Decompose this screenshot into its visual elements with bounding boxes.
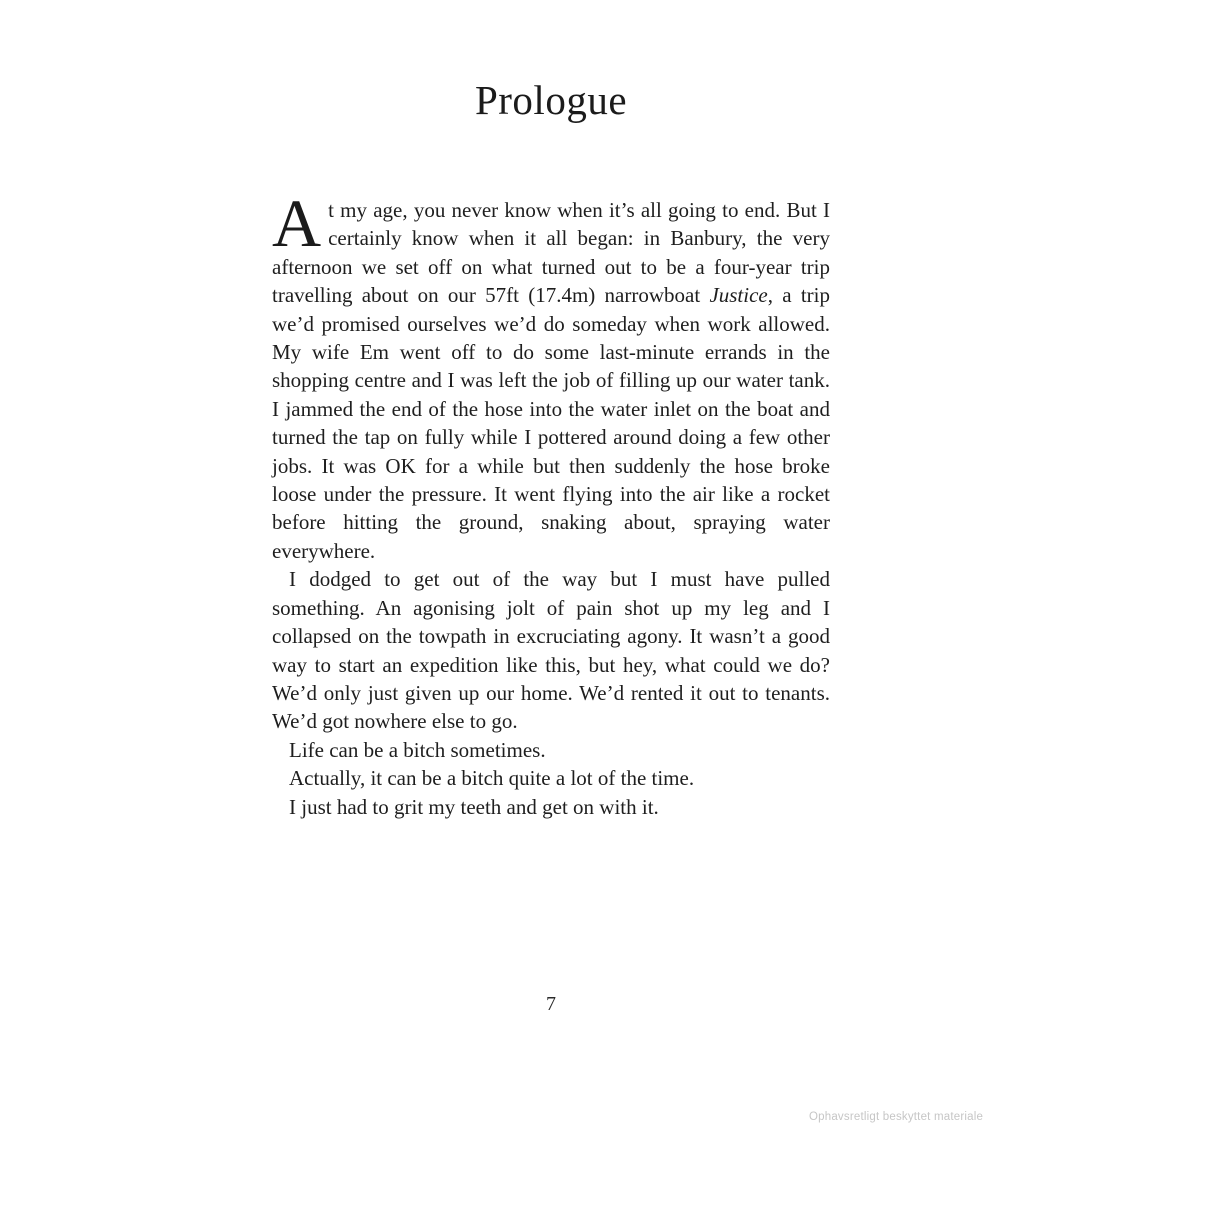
- paragraph: I just had to grit my teeth and get on with it.: [289, 794, 659, 819]
- page-number: 7: [546, 993, 556, 1015]
- narrowboat-name-italic: Justice: [709, 283, 768, 308]
- paragraph-opening-text: t my age, you never know when it’s all going to end. But I certainly know when it all began: in Banbury, the very afternoon we set off on what turned out to be a four-year trip travelling about on our 57ft (17.4m) narrowboat: [272, 198, 830, 308]
- copyright-watermark: Ophavsretligt beskyttet materiale: [809, 1111, 984, 1123]
- drop-cap: A: [272, 185, 322, 261]
- paragraph: Life can be a bitch sometimes.: [289, 737, 546, 762]
- paragraph: I dodged to get out of the way but I must have pulled something. An agonising jolt of pain shot up my leg and I collapsed on the towpath in excruciating agony. It wasn’t a good way to start an expedition like this, but hey, what could we do? We’d only just given up our home. We’d rented it out to tenants. We’d got nowhere else to go.: [272, 567, 830, 734]
- paragraph-opening-text-continued: , a trip we’d promised ourselves we’d do someday when work allowed. My wife Em went off to do some last-minute errands in the shopping centre and I was left the job of filling up our water tank. I jammed the end of the hose into the water inlet on the boat and turned the tap on fully while I pottered around doing a few other jobs. It was OK for a while but then suddenly the hose broke loose under the pressure. It went flying into the air like a rocket before hitting the ground, snaking about, spraying water everywhere.: [272, 283, 830, 563]
- body-text: [272, 185, 830, 821]
- chapter-title: Prologue: [474, 77, 628, 123]
- paragraph: Actually, it can be a bitch quite a lot of the time.: [289, 766, 695, 791]
- paragraph-opening: [272, 185, 830, 565]
